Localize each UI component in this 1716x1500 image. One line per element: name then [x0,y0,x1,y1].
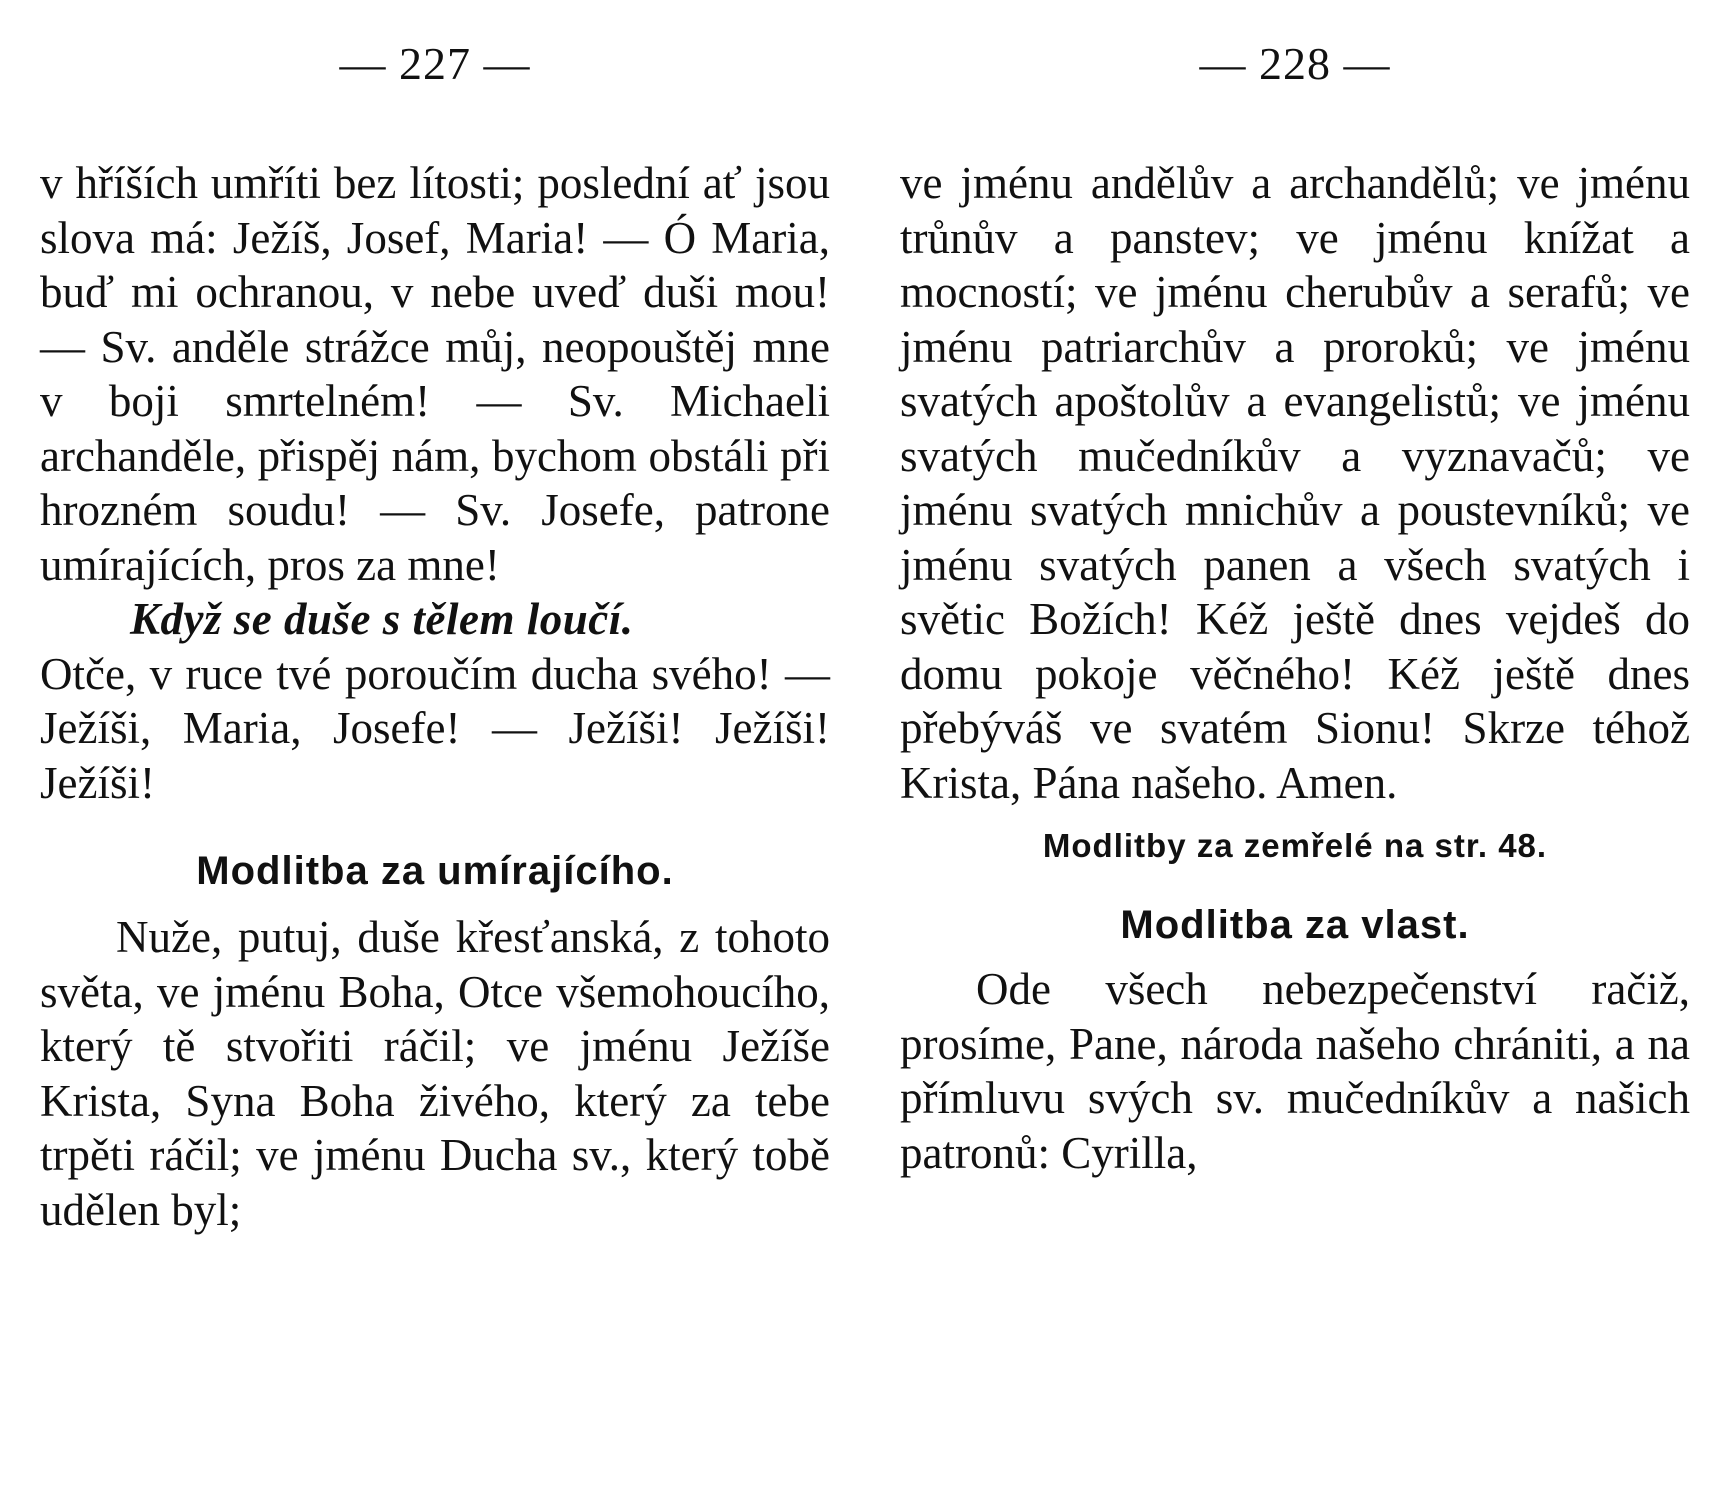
page-number-left: — 227 — [339,38,531,89]
section-heading-homeland: Modlitba za vlast. [1120,903,1470,947]
spacer [900,810,1690,826]
spacer [900,950,1690,962]
cross-reference-note: Modlitby za zemřelé na str. 48. [1042,827,1548,864]
left-page [40,0,830,1500]
right-page-body [900,156,1690,1180]
left-paragraph-1: v hříších umříti bez lítosti; poslední ať jsou slova má: Ježíš, Josef, Maria! — Ó Maria, buď mi ochranou, v nebe uveď duši mou! — Sv. anděle strážce můj, neopouštěj mne v boji smrtelném! — Sv. Michaeli archanděle, přispěj nám, bychom obstáli při hrozném soudu! — Sv. Josefe, patrone umírajících, pros za mne! [40,158,830,590]
page-number-right: — 228 — [1199,38,1391,89]
right-paragraph-1: ve jménu andělův a archandělů; ve jménu trůnův a panstev; ve jménu knížat a mocností; ve jménu cherubův a serafů; ve jménu patriarchův a proroků; ve jménu svatých apoštolův a evangelistů; ve jménu svatých mučedníkův a vyznavačů; ve jménu svatých mnichův a poustevníků; ve jménu svatých panen a všech svatých i světic Božích! Kéž ještě dnes vejdeš do domu pokoje věčného! Kéž ještě dnes přebýváš ve svatém Sionu! Skrze téhož Krista, Pána našeho. Amen. [900,158,1690,808]
right-paragraph-2: Ode všech nebezpečenství račiž, prosíme, Pane, národa našeho chrániti, a na přímluvu svých sv. mučedníkův a našich patronů: Cyrilla, [900,964,1690,1178]
spacer [40,896,830,910]
spacer [900,866,1690,900]
left-paragraph-2: Otče, v ruce tvé poroučím ducha svého! — Ježíši, Maria, Josefe! — Ježíši! Ježíši! Ježíši! [40,648,830,808]
left-paragraph-3: Nuže, putuj, duše křesťanská, z tohoto světa, ve jménu Boha, Otce všemohoucího, který tě stvořiti ráčil; ve jménu Ježíše Krista, Syna Boha živého, který za tebe trpěti ráčil; ve jménu Ducha sv., který tobě udělen byl; [40,912,830,1235]
spacer [40,810,830,846]
right-page [900,0,1690,1500]
section-heading-dying: Modlitba za umírajícího. [196,849,674,893]
left-page-body [40,156,830,1237]
italic-heading: Když se duše s tělem loučí. [130,594,634,644]
